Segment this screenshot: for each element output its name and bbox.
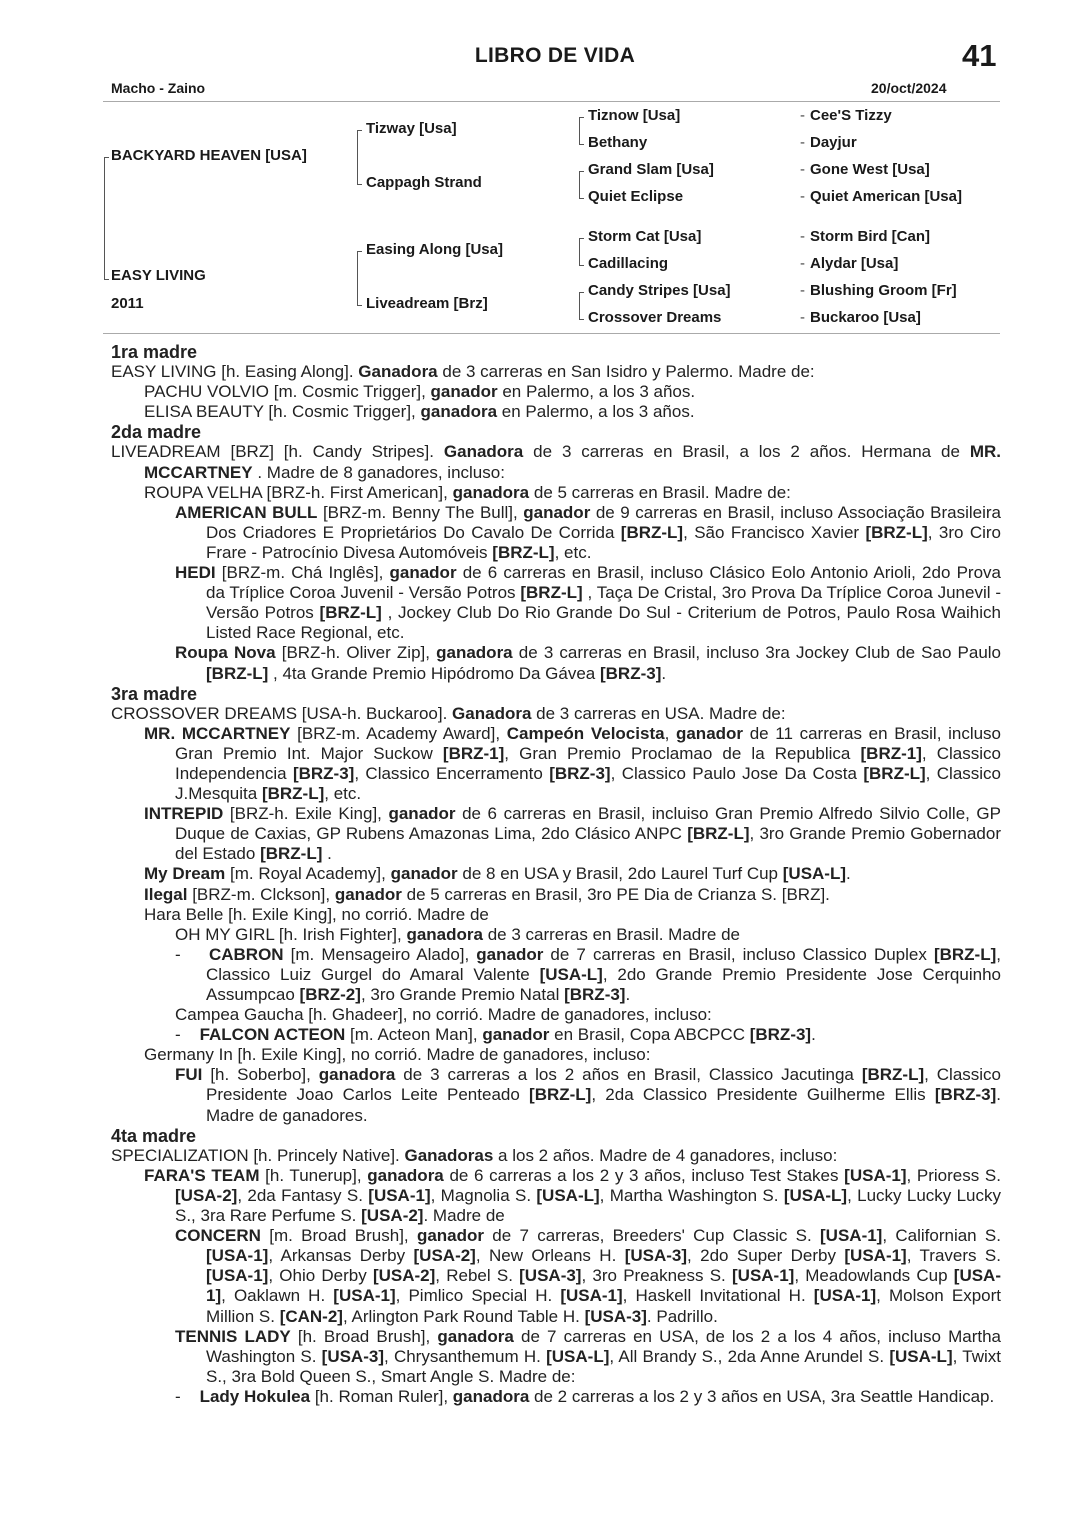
paragraph: Germany In [h. Exile King], no corrió. Madre de ganadores, incluso: — [144, 1045, 651, 1065]
bracket-line — [357, 305, 362, 306]
dam-sire: Easing Along [Usa] — [366, 241, 503, 258]
section-heading: 4ta madre — [111, 1125, 197, 1146]
dam-dam: Liveadream [Brz] — [366, 295, 488, 312]
bracket-line — [579, 198, 584, 199]
paragraph: ROUPA VELHA [BRZ-h. First American], ganadora de 5 carreras en Brasil. Madre de: — [144, 482, 791, 502]
paragraph: FUI [h. Soberbo], ganadora de 3 carreras a los 2 años en Brasil, Classico Jacutinga [BRZ-L], Classico Presidente Joao Carlos Leite Penteado [BRZ-L], 2da Classico Presidente Guilherme Ellis [BRZ-3]. Madre de ganadores. — [175, 1065, 1002, 1125]
bracket-line — [579, 292, 580, 320]
paragraph: FARA'S TEAM [h. Tunerup], ganadora de 6 carreras a los 2 y 3 años, incluso Test Stakes [USA-1], Prioress S. [USA-2], 2da Fantasy S. [USA-1], Magnolia S. [USA-L], Martha Washington S. [USA-L], Lucky Lucky Lucky S., 3ra Rare Perfume S. [USA-2]. Madre de — [144, 1165, 1002, 1226]
paragraph: INTREPID [BRZ-h. Exile King], ganador de 6 carreras en Brasil, incluiso Gran Premio Alfredo Silvio Colle, GP Duque de Caxias, GP Rubens Amazonas Lima, 2do Clásico ANPC [BRZ-L], 3ro Grande Premio Gobernador del Estado [BRZ-L] . — [144, 804, 1001, 864]
paragraph: CONCERN [m. Broad Brush], ganador de 7 carreras, Breeders' Cup Classic S. [USA-1], Californian S. [USA-1], Arkansas Derby [USA-2], New Orleans H. [USA-3], 2do Super Derby [USA-1], Travers S. [USA-1], Ohio Derby [USA-2], Rebel S. [USA-3], 3ro Preakness S. [USA-1], Meadowlands Cup [USA-1], Oaklawn H. [USA-1], Pimlico Special H. [USA-1], Haskell Invitational H. [USA-1], Molson Export Million S. [CAN-2], Arlington Park Round Table H. [USA-3]. Padrillo. — [175, 1226, 1001, 1326]
report-date: 20/oct/2024 — [871, 80, 947, 96]
g4-dash: - — [800, 228, 805, 245]
bracket-line — [579, 144, 584, 145]
paragraph: OH MY GIRL [h. Irish Fighter], ganadora de 3 carreras en Brasil. Madre de — [175, 924, 740, 944]
g4-ancestor: Cee'S Tizzy — [810, 107, 892, 124]
g3-ancestor: Bethany — [588, 134, 648, 151]
paragraph: Hara Belle [h. Exile King], no corrió. Madre de — [144, 904, 489, 924]
section-heading: 3ra madre — [111, 683, 198, 704]
page-title: LIBRO DE VIDA — [474, 44, 636, 67]
paragraph: PACHU VOLVIO [m. Cosmic Trigger], ganador en Palermo, a los 3 años. — [144, 382, 696, 402]
g4-ancestor: Blushing Groom [Fr] — [810, 282, 957, 299]
pedigree-rule — [103, 333, 1000, 334]
bracket-line — [579, 171, 584, 172]
g4-ancestor: Quiet American [Usa] — [810, 188, 962, 205]
bracket-line — [104, 279, 109, 280]
paragraph: My Dream [m. Royal Academy], ganador de 8 en USA y Brasil, 2do Laurel Turf Cup [USA-L]. — [144, 864, 851, 884]
section-heading: 2da madre — [111, 422, 202, 443]
g4-ancestor: Alydar [Usa] — [810, 255, 899, 272]
paragraph: - CABRON [m. Mensageiro Alado], ganador de 7 carreras en Brasil, incluso Classico Duplex [BRZ-L], Classico Luiz Gurgel do Amaral Valente [USA-L], 2do Grande Premio Presidente Jose Cerquinho Assumpcao [BRZ-2], 3ro Grande Premio Natal [BRZ-3]. — [175, 944, 1001, 1004]
g4-dash: - — [800, 188, 805, 205]
bracket-line — [104, 157, 109, 158]
dam-year: 2011 — [111, 295, 144, 312]
paragraph: - Lady Hokulea [h. Roman Ruler], ganadora de 2 carreras a los 2 y 3 años en USA, 3ra Seattle Handicap. — [175, 1386, 995, 1406]
bracket-line — [357, 130, 362, 131]
bracket-line — [579, 265, 584, 266]
sire-sire: Tizway [Usa] — [366, 120, 457, 137]
g3-ancestor: Candy Stripes [Usa] — [588, 282, 731, 299]
g4-ancestor: Buckaroo [Usa] — [810, 309, 921, 326]
dam: EASY LIVING — [111, 267, 206, 284]
bracket-line — [357, 130, 358, 185]
g3-ancestor: Storm Cat [Usa] — [588, 228, 702, 245]
g3-ancestor: Quiet Eclipse — [588, 188, 684, 205]
g4-dash: - — [800, 134, 805, 151]
sire: BACKYARD HEAVEN [USA] — [111, 147, 307, 164]
bracket-line — [357, 184, 362, 185]
g4-ancestor: Gone West [Usa] — [810, 161, 930, 178]
bracket-line — [579, 292, 584, 293]
g4-ancestor: Dayjur — [810, 134, 857, 151]
paragraph: HEDI [BRZ-m. Chá Inglês], ganador de 6 carreras en Brasil, incluso Clásico Eolo Antonio Arioli, 2do Prova da Tríplice Coroa Juvenil - Versão Potros [BRZ-L] , Taça De Cristal, 3ro Prova Da Tríplice Coroa Junevil - Versão Potros [BRZ-L] , Jockey Club Do Rio Grande Do Sul - Criterium de Potros, Paulo Rosa Waihich Listed Race Regional, etc. — [175, 563, 1001, 643]
paragraph: CROSSOVER DREAMS [USA-h. Buckaroo]. Ganadora de 3 carreras en USA. Madre de: — [111, 703, 786, 723]
paragraph: AMERICAN BULL [BRZ-m. Benny The Bull], ganador de 9 carreras en Brasil, incluso Associação Brasileira Dos Criadores E Proprietários Do Cavalo De Corrida [BRZ-L], São Francisco Xavier [BRZ-L], 3ro Ciro Frare - Patrocínio Divesa Automóveis [BRZ-L], etc. — [175, 502, 1002, 562]
g4-dash: - — [800, 282, 805, 299]
bracket-line — [357, 251, 362, 252]
bracket-line — [579, 238, 584, 239]
g4-dash: - — [800, 107, 805, 124]
family-text — [111, 342, 1001, 1407]
bracket-line — [357, 251, 358, 306]
paragraph: Campea Gaucha [h. Ghadeer], no corrió. Madre de ganadores, incluso: — [175, 1005, 712, 1025]
bracket-line — [579, 171, 580, 199]
g4-dash: - — [800, 161, 805, 178]
paragraph: Ilegal [BRZ-m. Clckson], ganador de 5 carreras en Brasil, 3ro PE Dia de Crianza S. [BRZ]. — [144, 884, 830, 904]
paragraph: LIVEADREAM [BRZ] [h. Candy Stripes]. Ganadora de 3 carreras en Brasil, a los 2 años. Hermana de MR. MCCARTNEY . Madre de 8 ganadores, incluso: — [111, 442, 1002, 482]
paragraph: - FALCON ACTEON [m. Acteon Man], ganador en Brasil, Copa ABCPCC [BRZ-3]. — [175, 1025, 816, 1045]
bracket-line — [579, 319, 584, 320]
g3-ancestor: Tiznow [Usa] — [588, 107, 681, 124]
paragraph: SPECIALIZATION [h. Princely Native]. Ganadoras a los 2 años. Madre de 4 ganadores, incluso: — [111, 1145, 838, 1165]
g3-ancestor: Crossover Dreams — [588, 309, 722, 326]
header-rule — [103, 101, 1000, 102]
bracket-line — [579, 117, 584, 118]
g4-dash: - — [800, 309, 805, 326]
g3-ancestor: Cadillacing — [588, 255, 669, 272]
bracket-line — [579, 117, 580, 145]
sex-color: Macho - Zaino — [111, 80, 206, 96]
paragraph: TENNIS LADY [h. Broad Brush], ganadora de 7 carreras en USA, de los 2 a los 4 años, incluso Martha Washington S. [USA-3], Chrysanthemum H. [USA-L], All Brandy S., 2da Anne Arundel S. [USA-L], Twixt S., 3ra Bold Queen S., Smart Angle S. Madre de: — [175, 1326, 1002, 1386]
g3-ancestor: Grand Slam [Usa] — [588, 161, 714, 178]
sire-dam: Cappagh Strand — [366, 174, 482, 191]
paragraph: Roupa Nova [BRZ-h. Oliver Zip], ganadora de 3 carreras en Brasil, incluso 3ra Jockey Club de Sao Paulo [BRZ-L] , 4ta Grande Premio Hipódromo Da Gávea [BRZ-3]. — [175, 643, 1002, 683]
g4-dash: - — [800, 255, 805, 272]
paragraph: MR. MCCARTNEY [BRZ-m. Academy Award], Campeón Velocista, ganador de 11 carreras en Brasil, incluso Gran Premio Int. Major Suckow [BRZ-1], Gran Premio Proclamao de la Republica [BRZ-1], Classico Independencia [BRZ-3], Classico Encerramento [BRZ-3], Classico Paulo Jose Da Costa [BRZ-L], Classico J.Mesquita [BRZ-L], etc. — [144, 723, 1002, 804]
bracket-line — [104, 157, 105, 280]
bracket-line — [579, 238, 580, 266]
g4-ancestor: Storm Bird [Can] — [810, 228, 930, 245]
page-number: 41 — [962, 38, 997, 73]
paragraph: EASY LIVING [h. Easing Along]. Ganadora de 3 carreras en San Isidro y Palermo. Madre de: — [111, 362, 815, 382]
paragraph: ELISA BEAUTY [h. Cosmic Trigger], ganadora en Palermo, a los 3 años. — [144, 402, 695, 422]
section-heading: 1ra madre — [111, 342, 198, 362]
